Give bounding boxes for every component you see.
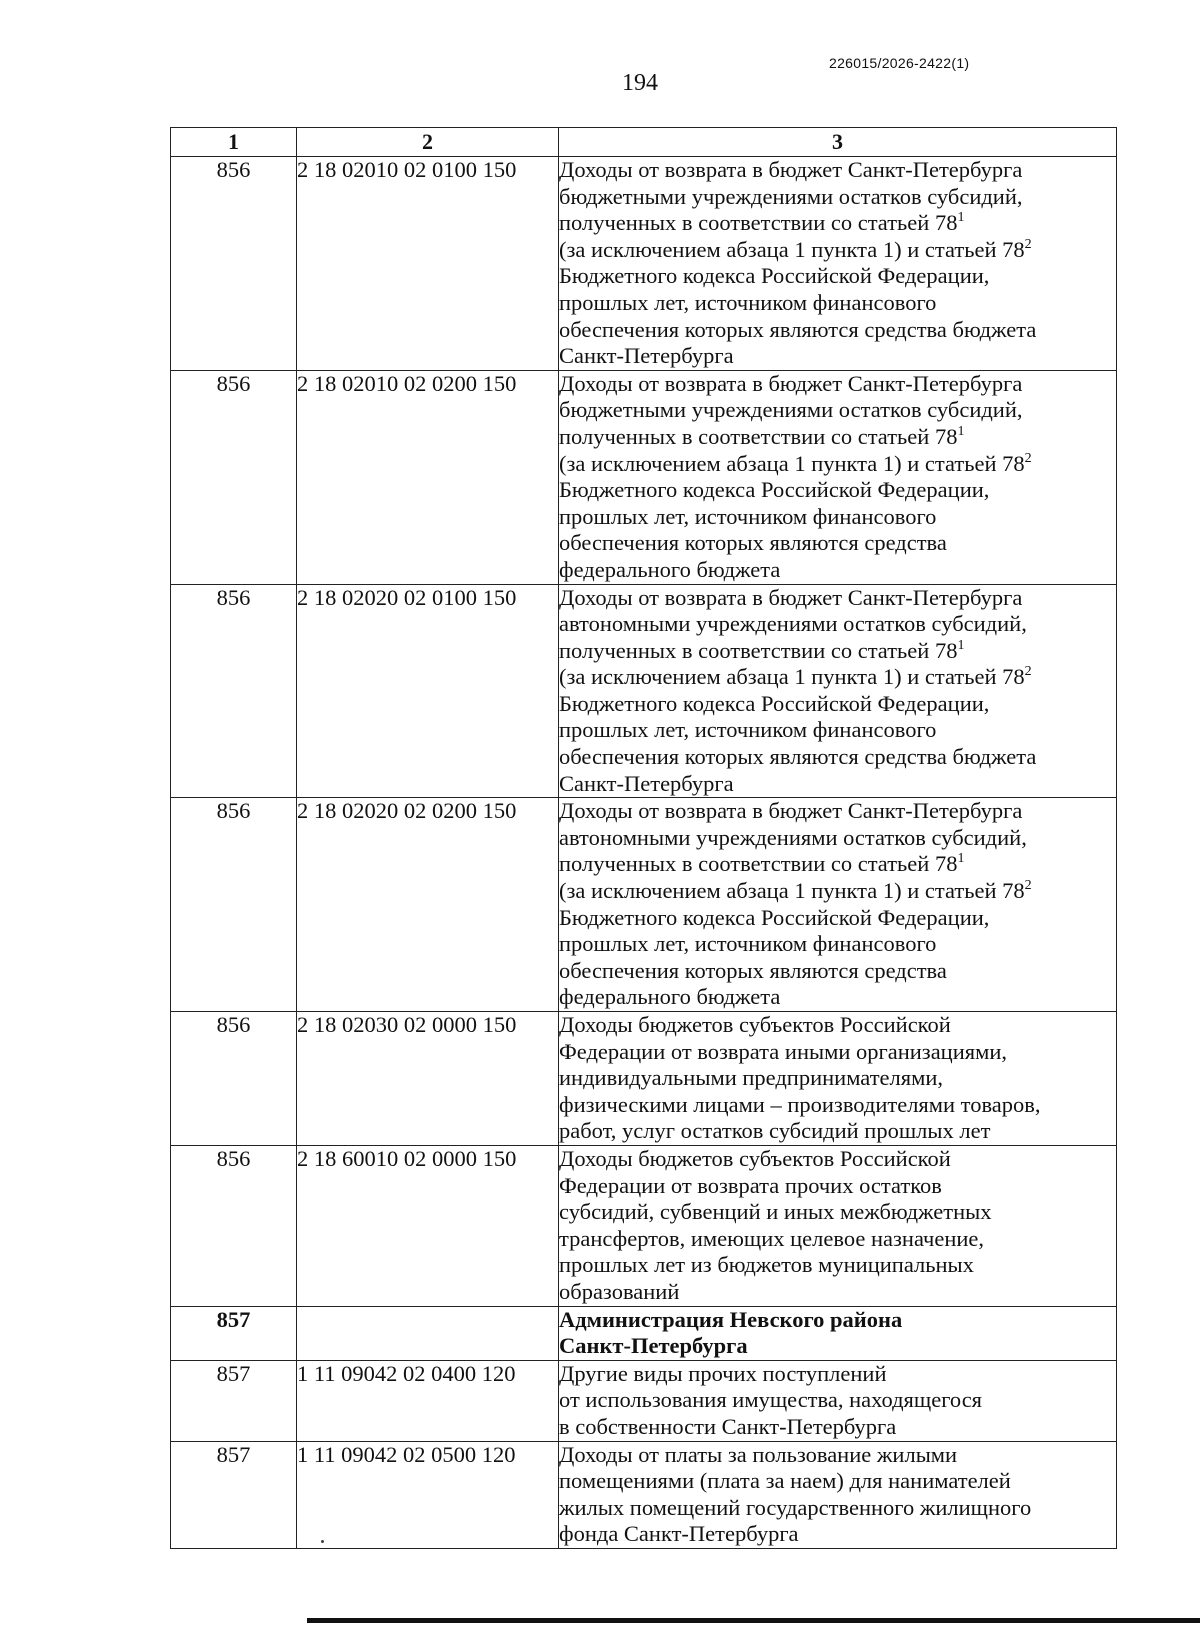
description-text: обеспечения которых являются средства xyxy=(559,957,947,983)
table-row xyxy=(171,1360,1117,1441)
description-line xyxy=(559,1092,1116,1119)
description-text: Доходы бюджетов субъектов Российской xyxy=(559,1145,951,1171)
description-text: Администрация Невского района xyxy=(559,1306,903,1332)
description-line xyxy=(559,717,1116,744)
description-text: бюджетными учреждениями остатков субсидий, xyxy=(559,183,1023,209)
article-superscript: 2 xyxy=(1024,450,1032,466)
admin-code-cell: 856 xyxy=(171,1012,297,1146)
admin-code-cell: 856 xyxy=(171,370,297,584)
budget-code-cell: 2 18 02030 02 0000 150 xyxy=(297,1012,559,1146)
article-superscript: 1 xyxy=(957,637,965,653)
description-line xyxy=(559,825,1116,852)
description-line xyxy=(559,984,1116,1011)
description-text: Доходы от возврата в бюджет Санкт-Петербурга xyxy=(559,798,1023,824)
description-line xyxy=(559,905,1116,932)
description-text: Другие виды прочих поступлений xyxy=(559,1360,887,1386)
description-text: прошлых лет, источником финансового xyxy=(559,289,937,315)
description-text: (за исключением абзаца 1 пункта 1) и статьей 78 xyxy=(559,450,1025,476)
description-text: Доходы от платы за пользование жилыми xyxy=(559,1441,958,1467)
description-cell xyxy=(559,798,1117,1012)
scan-speck xyxy=(321,1540,324,1543)
admin-code-cell: 856 xyxy=(171,798,297,1012)
description-line xyxy=(559,157,1116,184)
table-row xyxy=(171,157,1117,371)
description-line xyxy=(559,1279,1116,1306)
description-line xyxy=(559,1226,1116,1253)
description-text: (за исключением абзаца 1 пункта 1) и статьей 78 xyxy=(559,878,1025,904)
description-text: субсидий, субвенций и иных межбюджетных xyxy=(559,1199,992,1225)
description-line xyxy=(559,1442,1116,1469)
description-line xyxy=(559,1065,1116,1092)
description-text: (за исключением абзаца 1 пункта 1) и статьей 78 xyxy=(559,664,1025,690)
admin-code-cell: 857 xyxy=(171,1441,297,1548)
description-line xyxy=(559,290,1116,317)
description-line xyxy=(559,851,1116,878)
description-line xyxy=(559,1118,1116,1145)
description-line xyxy=(559,1521,1116,1548)
description-text: обеспечения которых являются средства бюджета xyxy=(559,316,1037,342)
description-text: полученных в соответствии со статьей 78 xyxy=(559,851,958,877)
description-text: Федерации от возврата иными организациями, xyxy=(559,1038,1008,1064)
description-line xyxy=(559,210,1116,237)
description-cell xyxy=(559,1306,1117,1360)
table-row xyxy=(171,370,1117,584)
budget-code-cell xyxy=(297,1306,559,1360)
description-line xyxy=(559,237,1116,264)
document-id: 226015/2026-2422(1) xyxy=(829,55,970,71)
description-line xyxy=(559,744,1116,771)
description-line xyxy=(559,1414,1116,1441)
description-line xyxy=(559,771,1116,798)
description-text: Санкт-Петербурга xyxy=(559,343,734,369)
description-text: работ, услуг остатков субсидий прошлых лет xyxy=(559,1118,991,1144)
description-text: Санкт-Петербурга xyxy=(559,1333,748,1359)
scan-border-line xyxy=(307,1618,1200,1623)
admin-code-cell: 856 xyxy=(171,584,297,798)
description-line xyxy=(559,451,1116,478)
description-line xyxy=(559,1387,1116,1414)
description-line xyxy=(559,184,1116,211)
description-text: Бюджетного кодекса Российской Федерации, xyxy=(559,477,990,503)
description-text: образований xyxy=(559,1278,680,1304)
description-text: (за исключением абзаца 1 пункта 1) и статьей 78 xyxy=(559,236,1025,262)
description-line xyxy=(559,1199,1116,1226)
column-header-1: 1 xyxy=(171,128,297,157)
description-text: физическими лицами – производителями товаров, xyxy=(559,1091,1041,1117)
description-text: федерального бюджета xyxy=(559,984,781,1010)
description-text: Санкт-Петербурга xyxy=(559,770,734,796)
budget-code-cell: 2 18 60010 02 0000 150 xyxy=(297,1145,559,1306)
description-line xyxy=(559,343,1116,370)
column-header-2: 2 xyxy=(297,128,559,157)
description-text: от использования имущества, находящегося xyxy=(559,1387,983,1413)
description-text: полученных в соответствии со статьей 78 xyxy=(559,210,958,236)
description-line xyxy=(559,263,1116,290)
description-text: прошлых лет, источником финансового xyxy=(559,931,937,957)
table-header-row xyxy=(171,128,1117,157)
page-number: 194 xyxy=(622,70,658,96)
description-line xyxy=(559,1468,1116,1495)
table-row xyxy=(171,1306,1117,1360)
column-header-3: 3 xyxy=(559,128,1117,157)
description-text: Бюджетного кодекса Российской Федерации, xyxy=(559,904,990,930)
description-line xyxy=(559,1361,1116,1388)
description-text: трансфертов, имеющих целевое назначение, xyxy=(559,1225,985,1251)
table-row xyxy=(171,1441,1117,1548)
article-superscript: 1 xyxy=(957,851,965,867)
description-cell xyxy=(559,1145,1117,1306)
description-text: прошлых лет из бюджетов муниципальных xyxy=(559,1252,974,1278)
description-line xyxy=(559,1252,1116,1279)
description-line xyxy=(559,1146,1116,1173)
budget-code-cell: 2 18 02020 02 0100 150 xyxy=(297,584,559,798)
admin-code-cell: 856 xyxy=(171,1145,297,1306)
description-text: Бюджетного кодекса Российской Федерации, xyxy=(559,263,990,289)
admin-code-cell: 856 xyxy=(171,157,297,371)
description-text: полученных в соответствии со статьей 78 xyxy=(559,423,958,449)
budget-code-cell: 2 18 02010 02 0100 150 xyxy=(297,157,559,371)
article-superscript: 1 xyxy=(957,423,965,439)
article-superscript: 2 xyxy=(1024,236,1032,252)
description-text: автономными учреждениями остатков субсидий, xyxy=(559,611,1027,637)
description-text: помещениями (плата за наем) для нанимателей xyxy=(559,1468,1011,1494)
description-line xyxy=(559,557,1116,584)
budget-code-cell: 1 11 09042 02 0400 120 xyxy=(297,1360,559,1441)
description-line xyxy=(559,931,1116,958)
description-text: автономными учреждениями остатков субсидий, xyxy=(559,824,1027,850)
description-line xyxy=(559,798,1116,825)
description-line xyxy=(559,878,1116,905)
article-superscript: 2 xyxy=(1024,878,1032,894)
description-line xyxy=(559,371,1116,398)
description-cell xyxy=(559,157,1117,371)
description-text: обеспечения которых являются средства бюджета xyxy=(559,744,1037,770)
description-text: индивидуальными предпринимателями, xyxy=(559,1065,944,1091)
description-text: Доходы бюджетов субъектов Российской xyxy=(559,1012,951,1037)
table-row xyxy=(171,584,1117,798)
description-text: бюджетными учреждениями остатков субсидий, xyxy=(559,397,1023,423)
description-line xyxy=(559,1307,1116,1334)
description-line xyxy=(559,1173,1116,1200)
description-line xyxy=(559,424,1116,451)
table-row xyxy=(171,1145,1117,1306)
description-text: Доходы от возврата в бюджет Санкт-Петербурга xyxy=(559,157,1023,182)
revenue-codes-table xyxy=(170,127,1117,1549)
description-cell xyxy=(559,584,1117,798)
description-text: в собственности Санкт-Петербурга xyxy=(559,1413,897,1439)
description-line xyxy=(559,585,1116,612)
description-line xyxy=(559,664,1116,691)
table-row xyxy=(171,1012,1117,1146)
description-line xyxy=(559,1039,1116,1066)
description-line xyxy=(559,958,1116,985)
budget-code-cell: 2 18 02020 02 0200 150 xyxy=(297,798,559,1012)
description-text: Доходы от возврата в бюджет Санкт-Петербурга xyxy=(559,370,1023,396)
description-line xyxy=(559,638,1116,665)
description-line xyxy=(559,1495,1116,1522)
description-cell xyxy=(559,370,1117,584)
description-text: Бюджетного кодекса Российской Федерации, xyxy=(559,690,990,716)
description-cell xyxy=(559,1012,1117,1146)
description-text: полученных в соответствии со статьей 78 xyxy=(559,637,958,663)
table-row xyxy=(171,798,1117,1012)
description-line xyxy=(559,1333,1116,1360)
description-text: федерального бюджета xyxy=(559,556,781,582)
article-superscript: 1 xyxy=(957,210,965,226)
budget-code-cell: 2 18 02010 02 0200 150 xyxy=(297,370,559,584)
article-superscript: 2 xyxy=(1024,664,1032,680)
description-text: прошлых лет, источником финансового xyxy=(559,503,937,529)
description-line xyxy=(559,477,1116,504)
description-cell xyxy=(559,1360,1117,1441)
admin-code-cell: 857 xyxy=(171,1360,297,1441)
description-line xyxy=(559,317,1116,344)
description-cell xyxy=(559,1441,1117,1548)
description-text: жилых помещений государственного жилищного xyxy=(559,1494,1032,1520)
description-line xyxy=(559,504,1116,531)
description-text: Доходы от возврата в бюджет Санкт-Петербурга xyxy=(559,584,1023,610)
description-line xyxy=(559,1012,1116,1039)
description-line xyxy=(559,691,1116,718)
budget-code-cell: 1 11 09042 02 0500 120 xyxy=(297,1441,559,1548)
description-line xyxy=(559,611,1116,638)
description-line xyxy=(559,397,1116,424)
description-text: Федерации от возврата прочих остатков xyxy=(559,1172,942,1198)
description-text: прошлых лет, источником финансового xyxy=(559,717,937,743)
description-text: фонда Санкт-Петербурга xyxy=(559,1521,799,1547)
admin-code-cell: 857 xyxy=(171,1306,297,1360)
description-line xyxy=(559,530,1116,557)
description-text: обеспечения которых являются средства xyxy=(559,530,947,556)
